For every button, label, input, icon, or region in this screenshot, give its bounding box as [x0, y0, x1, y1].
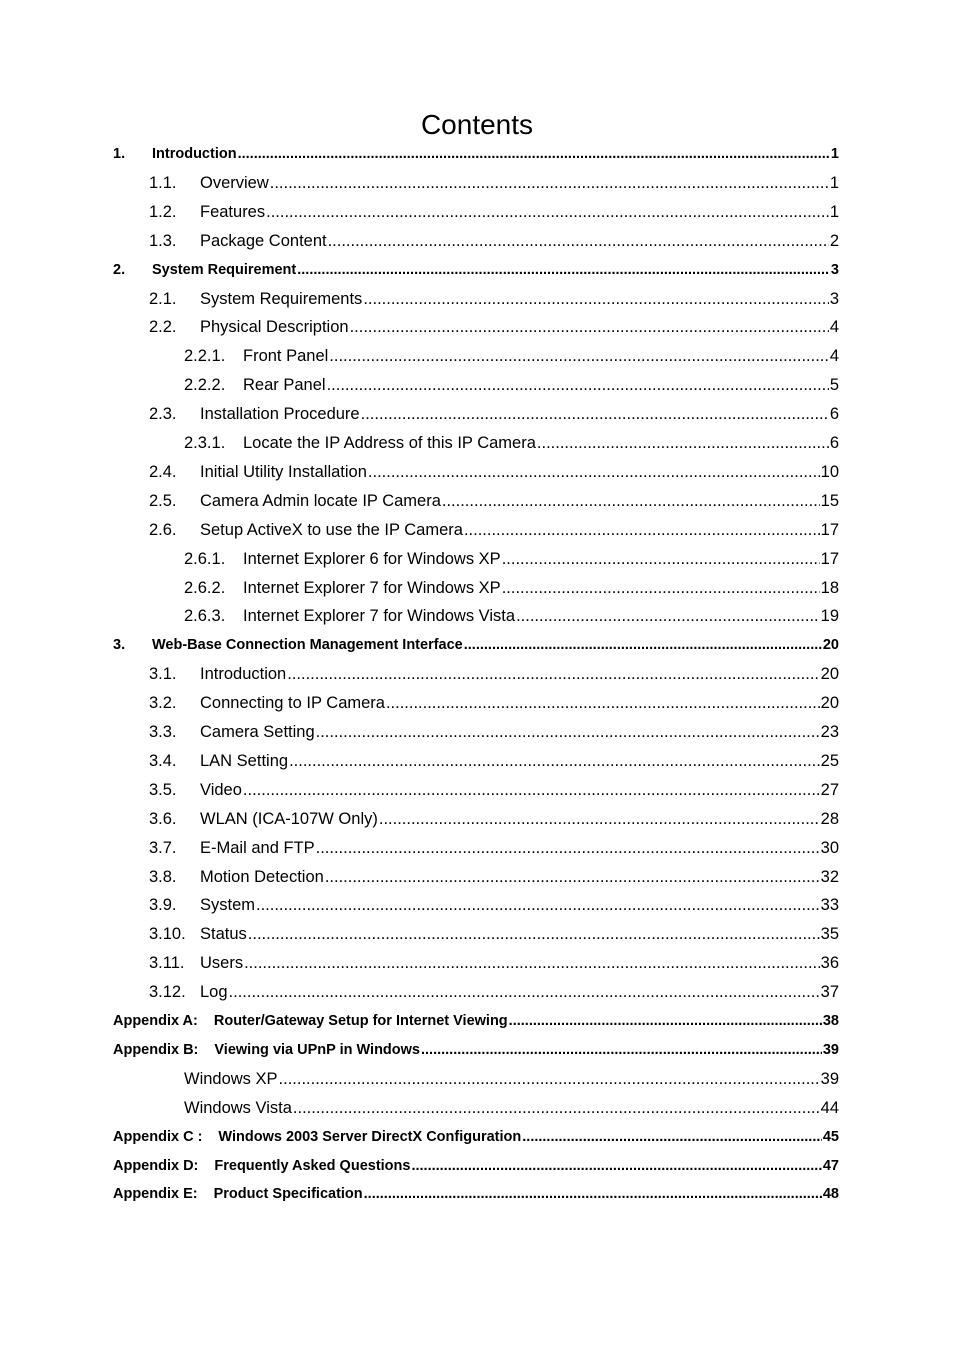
toc-entry[interactable]	[184, 429, 839, 458]
toc-entry-page: 6	[829, 405, 839, 424]
toc-entry-page: 3	[829, 289, 839, 308]
toc-entry-page: 15	[820, 491, 839, 510]
toc-entry-number: 2.2.	[149, 318, 177, 337]
toc-entry-number: 2.6.	[149, 520, 177, 539]
toc-dot-leader	[293, 1094, 820, 1123]
toc-entry-page: 10	[820, 462, 839, 481]
toc-dot-leader	[238, 140, 830, 169]
toc-entry-page: 45	[822, 1128, 839, 1145]
toc-entry-page: 47	[822, 1157, 839, 1174]
toc-entry[interactable]	[184, 371, 839, 400]
toc-entry[interactable]	[184, 342, 839, 371]
toc-entry[interactable]	[149, 834, 839, 863]
toc-dot-leader	[297, 256, 830, 285]
toc-entry-page: 30	[820, 838, 839, 857]
toc-dot-leader	[316, 718, 820, 747]
toc-dot-leader	[361, 400, 829, 429]
toc-entry[interactable]	[149, 313, 839, 342]
toc-entry[interactable]	[184, 1065, 839, 1094]
toc-entry-title: Web-Base Connection Management Interface	[152, 637, 463, 654]
toc-entry-title: Locate the IP Address of this IP Camera	[243, 434, 536, 452]
toc-entry-page: 39	[822, 1041, 839, 1058]
toc-entry-page: 18	[820, 578, 839, 597]
toc-entry[interactable]	[184, 602, 839, 631]
toc-dot-leader	[327, 371, 829, 400]
toc-entry-page: 36	[820, 954, 839, 973]
toc-entry-title: Installation Procedure	[200, 405, 360, 424]
toc-entry[interactable]	[149, 458, 839, 487]
toc-entry-number: 3.2.	[149, 694, 177, 713]
toc-entry-page: 1	[829, 202, 839, 221]
toc-entry[interactable]	[113, 1007, 839, 1036]
toc-entry-title: Viewing via UPnP in Windows	[214, 1041, 420, 1058]
toc-entry[interactable]	[149, 285, 839, 314]
toc-entry-page: 44	[820, 1098, 839, 1117]
toc-entry-title: Motion Detection	[200, 867, 324, 886]
toc-entry-number: 3.3.	[149, 723, 177, 741]
toc-entry-number: Appendix D:	[113, 1157, 199, 1174]
toc-dot-leader	[509, 1007, 822, 1036]
toc-entry-number: 2.3.	[149, 405, 177, 424]
toc-dot-leader	[502, 545, 820, 574]
toc-entry-title: Frequently Asked Questions	[214, 1157, 411, 1174]
toc-entry-page: 23	[820, 723, 839, 741]
toc-entry[interactable]	[113, 140, 839, 169]
toc-entry-number: 3.	[113, 637, 126, 654]
toc-entry[interactable]	[149, 978, 839, 1007]
toc-entry-page: 4	[829, 347, 839, 366]
toc-entry[interactable]	[149, 487, 839, 516]
toc-dot-leader	[464, 631, 822, 660]
toc-entry-page: 37	[820, 983, 839, 1002]
toc-entry-page: 25	[820, 751, 839, 770]
toc-entry-page: 17	[820, 549, 839, 568]
toc-entry-title: Rear Panel	[243, 376, 326, 395]
toc-entry-number: 3.9.	[149, 896, 177, 915]
toc-entry-number: 2.4.	[149, 462, 177, 481]
toc-entry[interactable]	[184, 545, 839, 574]
toc-entry-number: 2.6.2.	[184, 578, 226, 597]
toc-entry-number: Appendix C :	[113, 1128, 203, 1145]
toc-entry-page: 48	[822, 1186, 839, 1203]
toc-entry-title: Internet Explorer 7 for Windows Vista	[243, 607, 516, 626]
toc-dot-leader	[289, 747, 820, 776]
toc-entry-page: 20	[820, 694, 839, 713]
toc-entry-page: 20	[820, 665, 839, 684]
toc-entry[interactable]	[149, 920, 839, 949]
toc-entry-title: E-Mail and FTP	[200, 838, 315, 857]
toc-entry-page: 3	[830, 261, 839, 278]
toc-dot-leader	[363, 285, 829, 314]
toc-dot-leader	[516, 602, 820, 631]
toc-entry-title: Router/Gateway Setup for Internet Viewing	[213, 1013, 508, 1029]
toc-entry-number: 1.3.	[149, 231, 177, 250]
toc-entry-number: 3.12.	[149, 983, 186, 1002]
toc-entry-number: 2.6.3.	[184, 607, 226, 626]
toc-entry-title: Camera Admin locate IP Camera	[200, 491, 441, 510]
toc-entry-title: Introduction	[152, 146, 237, 162]
toc-entry-page: 32	[820, 867, 839, 886]
toc-entry-number: 2.	[113, 261, 126, 278]
toc-entry-page: 27	[820, 780, 839, 799]
toc-entry-title: Initial Utility Installation	[200, 462, 367, 481]
toc-entry-number: 2.3.1.	[184, 434, 226, 452]
toc-entry[interactable]	[149, 891, 839, 920]
toc-entry[interactable]	[149, 169, 839, 198]
toc-entry[interactable]	[184, 1094, 839, 1123]
toc-dot-leader	[270, 169, 829, 198]
toc-entry[interactable]	[113, 1180, 839, 1209]
toc-dot-leader	[442, 487, 820, 516]
toc-entry-title: Status	[200, 925, 247, 944]
toc-entry-title: Physical Description	[200, 318, 349, 337]
toc-entry-page: 28	[820, 809, 839, 828]
toc-entry-number: 3.1.	[149, 665, 177, 684]
toc-dot-leader	[316, 834, 820, 863]
toc-dot-leader	[364, 1180, 822, 1209]
toc-entry[interactable]	[149, 198, 839, 227]
toc-entry[interactable]	[113, 1123, 839, 1152]
toc-entry-title: Users	[200, 954, 244, 973]
toc-entry-page: 39	[820, 1069, 839, 1088]
toc-entry-title: WLAN (ICA-107W Only)	[200, 809, 378, 828]
toc-entry-page: 5	[829, 376, 839, 395]
toc-entry-number: 2.2.1.	[184, 347, 226, 366]
toc-entry-title: Internet Explorer 7 for Windows XP	[243, 578, 501, 597]
toc-entry-title: Camera Setting	[200, 723, 315, 741]
toc-entry-number: 2.6.1.	[184, 549, 226, 568]
toc-entry-number: Appendix A:	[113, 1013, 198, 1029]
toc-dot-leader	[287, 660, 819, 689]
toc-entry-page: 17	[820, 520, 839, 539]
toc-dot-leader	[329, 342, 829, 371]
toc-entry-number: 2.1.	[149, 289, 177, 308]
toc-entry-number: 3.11.	[149, 954, 185, 973]
toc-dot-leader	[421, 1036, 822, 1065]
toc-entry-title: Front Panel	[243, 347, 329, 366]
toc-entry-number: 2.5.	[149, 491, 177, 510]
toc-entry-number: 3.5.	[149, 780, 177, 799]
toc-entry-page: 19	[820, 607, 839, 626]
toc-dot-leader	[279, 1065, 820, 1094]
toc-entry-number: 1.	[113, 146, 126, 162]
toc-entry[interactable]	[149, 776, 839, 805]
toc-entry-title: Overview	[200, 173, 269, 192]
toc-entry-page: 1	[830, 146, 839, 162]
toc-entry-page: 6	[829, 434, 839, 452]
toc-entry-number: 3.4.	[149, 751, 177, 770]
toc-dot-leader	[502, 574, 820, 603]
toc-entry-number: Appendix B:	[113, 1041, 199, 1058]
toc-entry[interactable]	[149, 718, 839, 747]
toc-entry[interactable]	[149, 689, 839, 718]
toc-dot-leader	[522, 1123, 822, 1152]
toc-entry[interactable]	[184, 574, 839, 603]
toc-entry-title: System Requirement	[152, 261, 297, 278]
toc-entry[interactable]	[149, 863, 839, 892]
toc-entry[interactable]	[149, 516, 839, 545]
toc-entry[interactable]	[149, 660, 839, 689]
toc-entry-number: 2.2.2.	[184, 376, 226, 395]
toc-dot-leader	[368, 458, 820, 487]
toc-entry-page: 1	[829, 173, 839, 192]
toc-dot-leader	[379, 805, 820, 834]
toc-entry[interactable]	[113, 1036, 839, 1065]
toc-entry-number: Appendix E:	[113, 1186, 198, 1203]
toc-entry-title: Windows Vista	[184, 1098, 292, 1117]
toc-entry-page: 33	[820, 896, 839, 915]
toc-entry[interactable]	[149, 805, 839, 834]
toc-dot-leader	[537, 429, 829, 458]
toc-entry-title: Internet Explorer 6 for Windows XP	[243, 549, 501, 568]
toc-entry-title: Setup ActiveX to use the IP Camera	[200, 520, 463, 539]
toc-entry[interactable]	[149, 747, 839, 776]
toc-entry[interactable]	[149, 949, 839, 978]
toc-entry-page: 4	[829, 318, 839, 337]
toc-dot-leader	[464, 516, 820, 545]
toc-entry-title: Connecting to IP Camera	[200, 694, 385, 713]
toc-entry-title: Video	[200, 780, 242, 799]
toc-dot-leader	[350, 313, 829, 342]
toc-entry-page: 38	[822, 1013, 839, 1029]
toc-entry-page: 20	[822, 637, 839, 654]
toc-dot-leader	[248, 920, 820, 949]
toc-entry[interactable]	[149, 400, 839, 429]
toc-dot-leader	[229, 978, 820, 1007]
toc-entry-title: System	[200, 896, 256, 915]
toc-entry-title: Introduction	[200, 665, 287, 684]
toc-entry[interactable]	[113, 631, 839, 660]
toc-entry[interactable]	[149, 227, 839, 256]
toc-entry-title: Product Specification	[213, 1186, 363, 1203]
toc-dot-leader	[243, 776, 820, 805]
toc-entry-number: 3.6.	[149, 809, 177, 828]
toc-dot-leader	[325, 863, 820, 892]
toc-entry[interactable]	[113, 1152, 839, 1181]
toc-entry-title: Log	[200, 983, 228, 1002]
toc-entry-page: 2	[829, 231, 839, 250]
toc-entry-number: 1.1.	[149, 173, 177, 192]
toc-entry-title: Package Content	[200, 231, 327, 250]
toc-entry-title: Windows XP	[184, 1069, 278, 1088]
toc-entry-number: 3.7.	[149, 838, 177, 857]
toc-dot-leader	[266, 198, 829, 227]
toc-entry-number: 1.2.	[149, 202, 177, 221]
toc-entry-page: 35	[820, 925, 839, 944]
toc-dot-leader	[411, 1152, 821, 1181]
toc-entry-title: LAN Setting	[200, 751, 289, 770]
toc-entry-title: Windows 2003 Server DirectX Configuration	[218, 1128, 522, 1145]
toc-dot-leader	[328, 227, 829, 256]
page-title: Contents	[420, 109, 534, 140]
toc-entry-title: System Requirements	[200, 289, 363, 308]
toc-dot-leader	[256, 891, 820, 920]
toc-entry[interactable]	[113, 256, 839, 285]
toc-dot-leader	[386, 689, 820, 718]
toc-entry-number: 3.8.	[149, 867, 177, 886]
toc-entry-number: 3.10.	[149, 925, 186, 944]
toc-dot-leader	[244, 949, 820, 978]
toc-entry-title: Features	[200, 202, 266, 221]
